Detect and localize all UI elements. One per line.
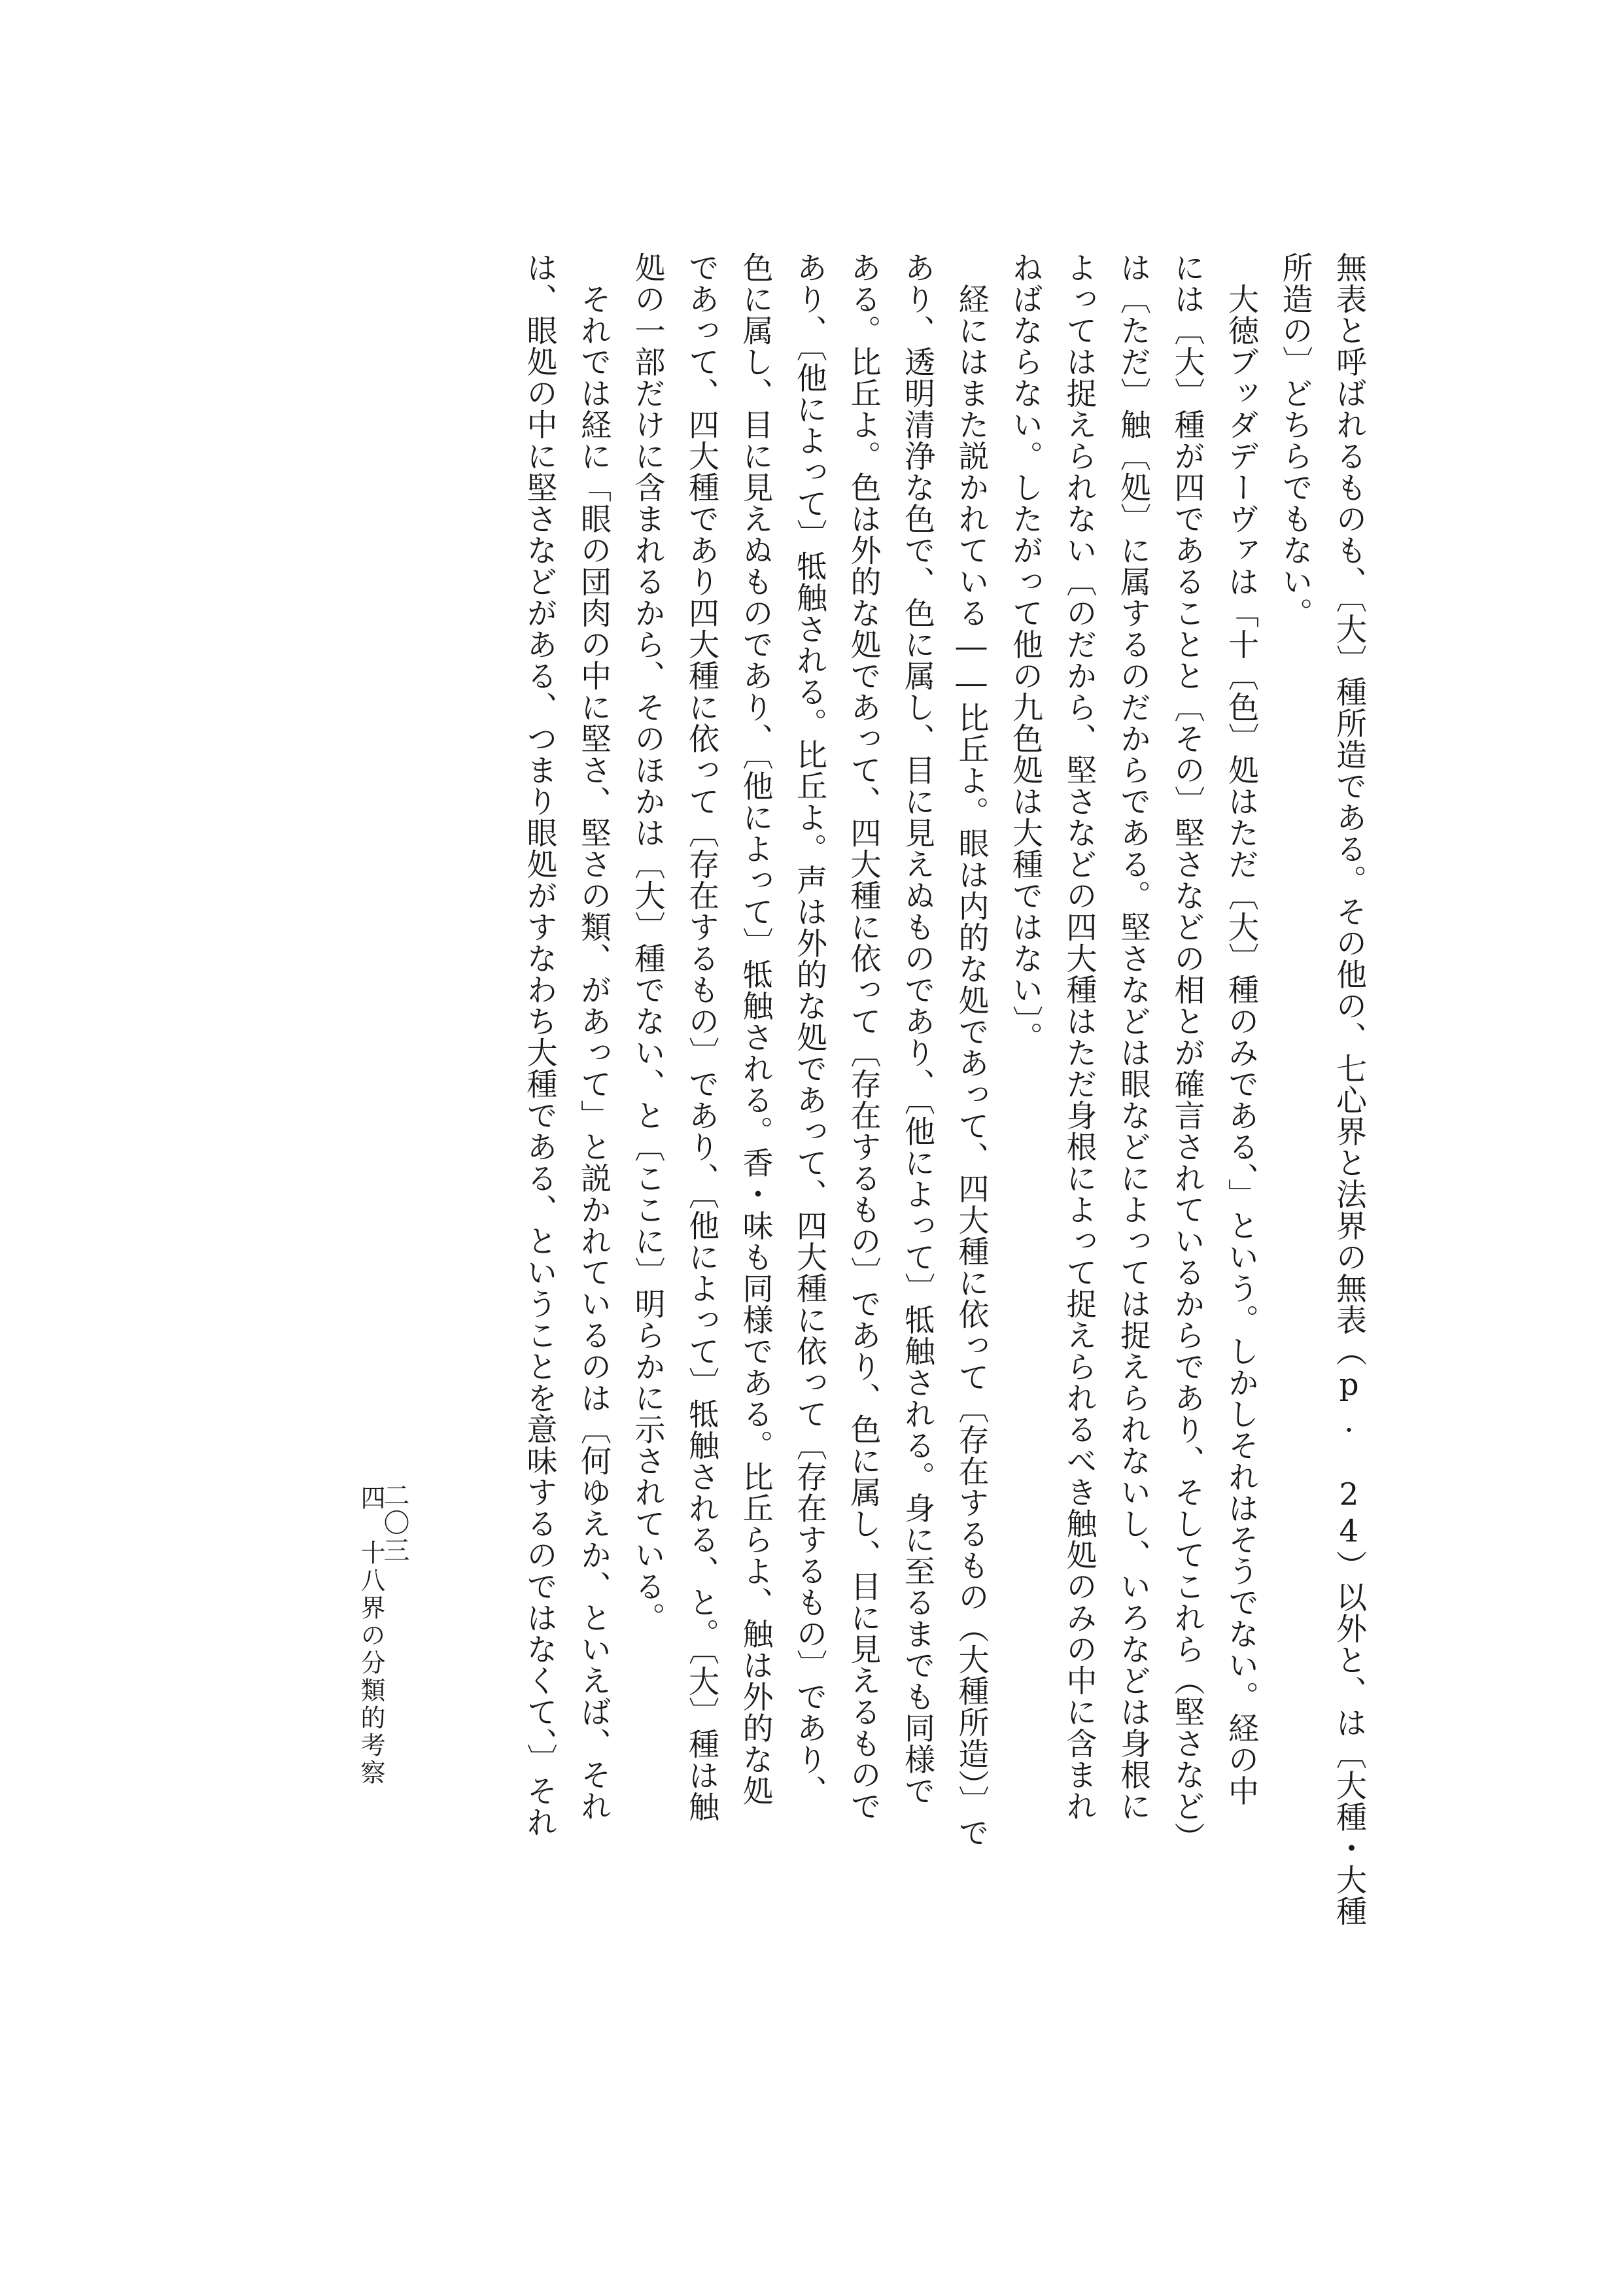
text-line: あり、〔他によって〕牴触される。比丘よ。声は外的な処であって、四大種に依って〔存在するもの〕であり、 [791,252,827,1807]
text-line: 色に属し、目に見えぬものであり、〔他によって〕牴触される。香・味も同様である。比丘らよ、触は外的な処 [737,252,774,1807]
text-line: は〔ただ〕触〔処〕に属するのだからである。堅さなどは眼などによっては捉えられないし、いろなどは身根に [1115,252,1151,1822]
text-line: よっては捉えられない〔のだから、堅さなどの四大種はただ身根によって捉えられるべき触処のみの中に含まれ [1061,252,1097,1822]
text-line: それでは経に「眼の団肉の中に堅さ、堅さの類、があって」と説かれているのは〔何ゆえか、といえば、それ [576,252,612,1822]
text-line: 無表と呼ばれるものも、〔大〕種所造である。その他の、七心界と法界の無表（p. 24）以外と、は〔大種・大種 [1331,252,1367,1927]
body-text [512,252,1375,1927]
text-line: であって、四大種であり四大種に依って〔存在するもの〕であり、〔他によって〕牴触される、と。〔大〕種は触 [683,252,719,1822]
text-line: には〔大〕種が四であることと〔その〕堅さなどの相とが確言されているからであり、そしてこれら（堅さなど） [1169,252,1205,1853]
text-line: あり、透明清浄な色で、色に属し、目に見えぬものであり、〔他によって〕牴触される。身に至るまでも同様で [899,252,935,1807]
text-line: ある。比丘よ。色は外的な処であって、四大種に依って〔存在するもの〕であり、色に属し、目に見えるもので [845,252,882,1822]
text-line: 大徳ブッダデーヴァは「十〔色〕処はただ〔大〕種のみである、」という。しかしそれはそうでない。経の中 [1223,252,1259,1807]
running-footer-title: 四 十八界の分類的考察 [356,1485,385,1787]
page-number: 二〇三 [379,1482,409,1564]
text-line: 処の一部だけに含まれるから、そのほかは〔大〕種でない、と〔ここに〕明らかに示されている。 [629,252,666,1633]
text-line: は、眼処の中に堅さなどがある、つまり眼処がすなわち大種である、ということを意味するのではなくて、〕それ [521,252,558,1838]
text-line: ねばならない。したがって他の九色処は大種ではない〕。 [1007,252,1043,1053]
text-line: 経にはまた説かれている――比丘よ。眼は内的な処であって、四大種に依って〔存在するもの（大種所造）〕で [953,252,990,1849]
text-line: 所造の〕どちらでもない。 [1277,252,1313,629]
